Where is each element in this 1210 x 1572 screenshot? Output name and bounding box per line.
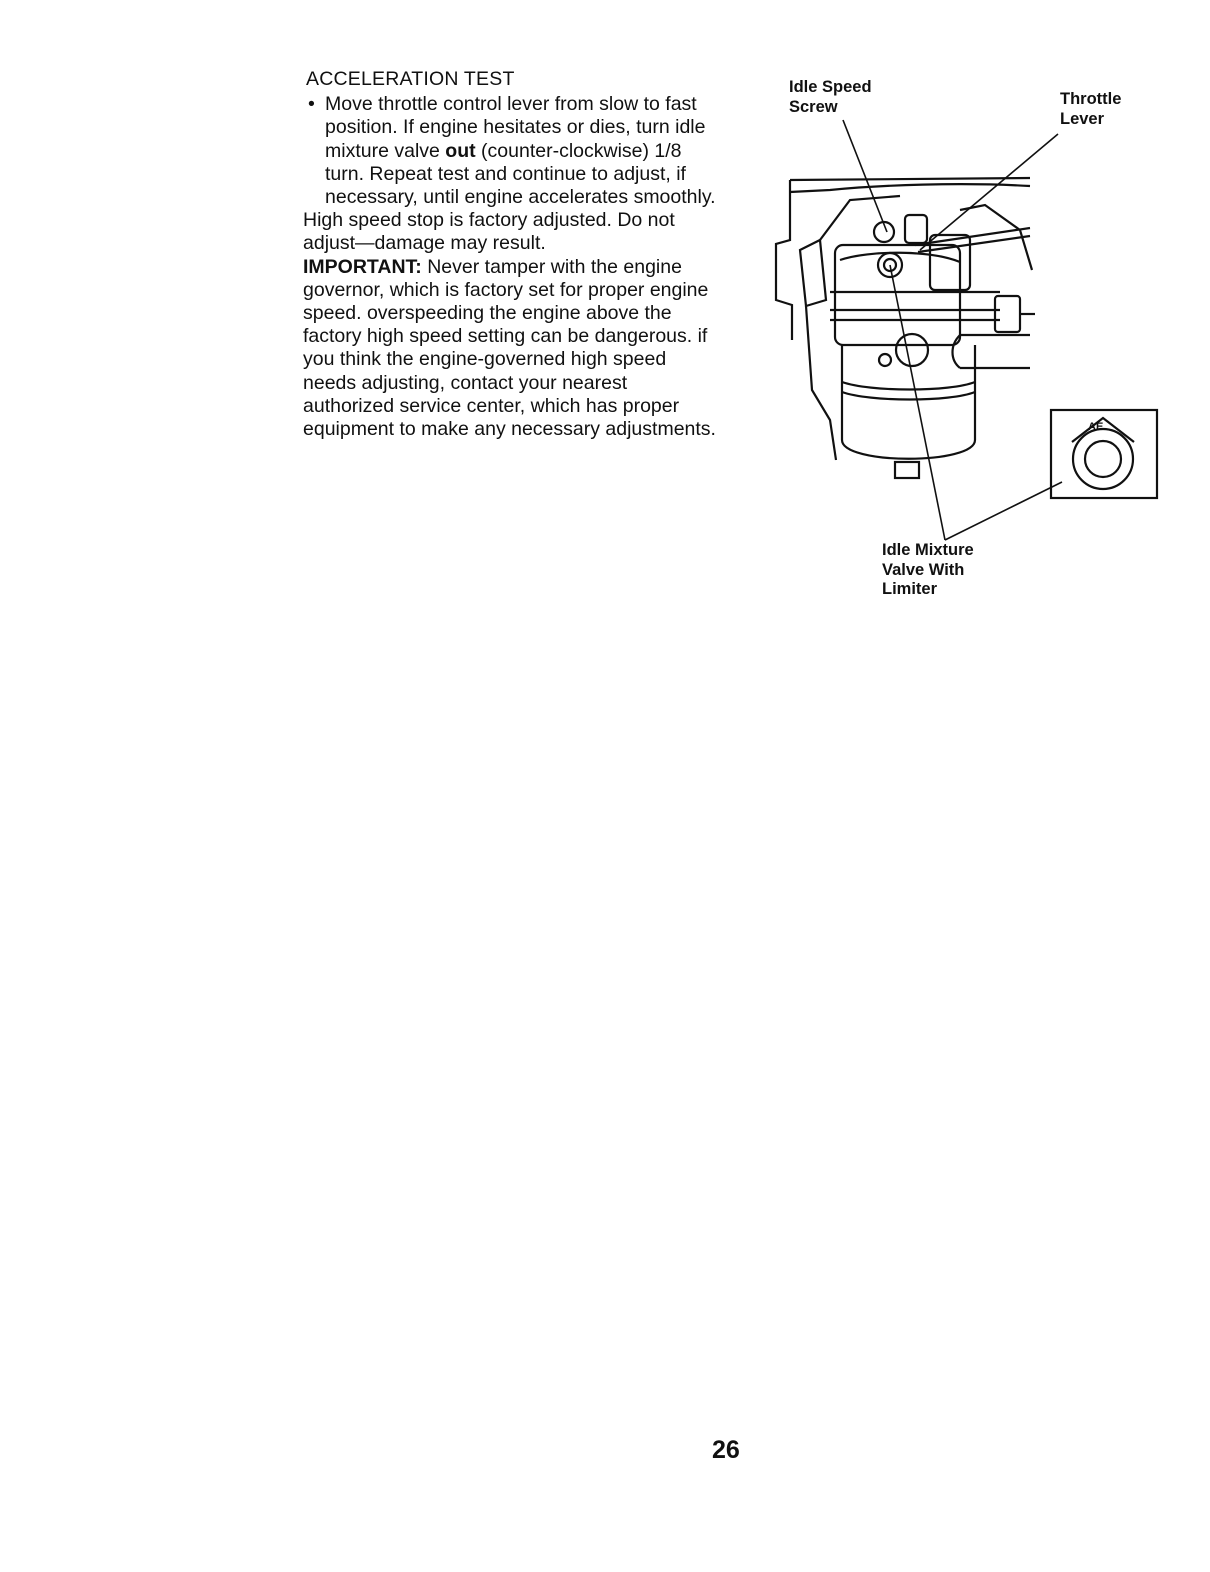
idle-speed-screw-line2: Screw [789, 97, 838, 116]
idle-mixture-line1: Idle Mixture [882, 541, 974, 559]
section-heading: ACCELERATION TEST [306, 68, 515, 90]
high-speed-note: High speed stop is factory adjusted. Do not adjust—damage may result. [303, 209, 675, 255]
throttle-lever-line2: Lever [1060, 109, 1105, 128]
important-label: IMPORTANT: [303, 255, 422, 278]
carburetor-illustration [0, 0, 1210, 620]
idle-mixture-line3: Limiter [882, 580, 938, 598]
bullet-marker: • [308, 93, 315, 116]
idle-mixture-valve-label [882, 541, 974, 600]
idle-speed-screw-label [789, 78, 872, 117]
step-text-emphasis: out [445, 139, 476, 162]
step-text-part3: (counter-clockwise) 1/8 turn. Repeat test and continue to adjust, if necessary, until engine accelerates smoothly. [325, 139, 716, 209]
page-number: 26 [712, 1436, 740, 1464]
throttle-lever-label [1060, 90, 1121, 129]
idle-mixture-line2: Valve With [882, 560, 965, 579]
important-text: Never tamper with the engine governor, which is factory set for proper engine speed. overspeeding the engine above the factory high speed setting can be dangerous. if you think the engine-governed high speed needs adjusting, contact your nearest authorized service center, which has proper equipment to make any necessary adjustments. [303, 255, 716, 441]
inset-mark: AE [1088, 421, 1104, 433]
idle-speed-screw-line1: Idle Speed [789, 78, 872, 96]
throttle-lever-line1: Throttle [1060, 90, 1122, 108]
step-text-part1: Move throttle control lever from slow to fast position. If engine hesitates or dies, turn idle mixture valve [325, 93, 706, 162]
